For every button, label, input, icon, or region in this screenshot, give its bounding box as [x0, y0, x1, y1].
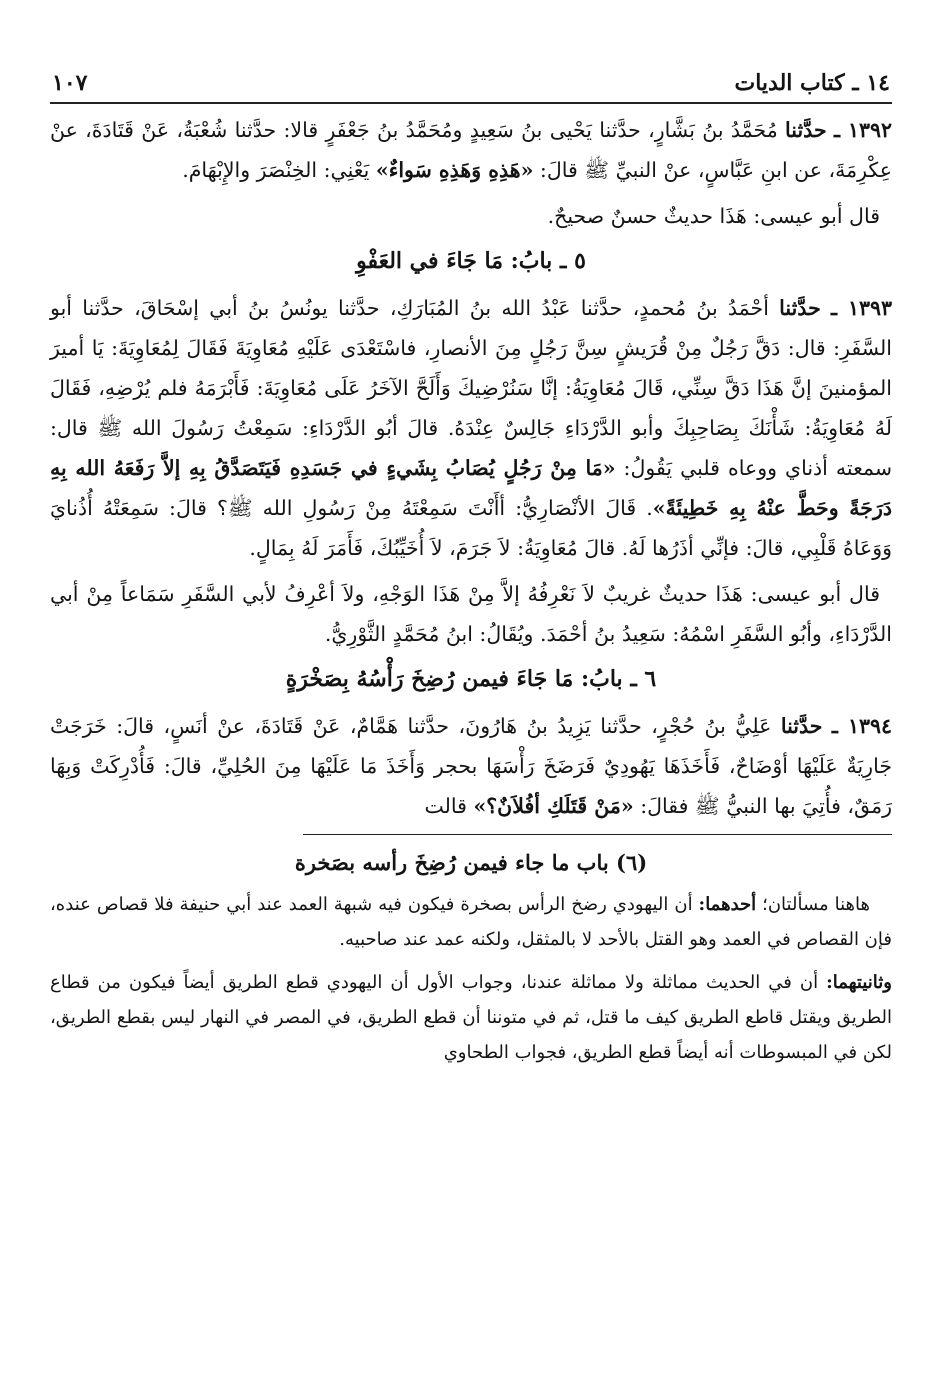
hadith-text: أحْمَدُ بنُ مُحمدٍ، حدَّثنا عَبْدُ الله بنُ المُبَارَكِ، حدَّثنا يونُسُ بنُ أبي إسْحَاقَ، حدَّثنا أبو السَّفَرِ: قال: دَقَّ رَجُلٌ مِنْ قُرَيشٍ سِنَّ رَجُلٍ مِنَ الأنصارِ، فاسْتَعْدَى عَلَيْهِ مُعَاوِيَةَ فَقَالَ لِمُعَاوِيَةَ: يَا أميرَ المؤمنينَ إنَّ هَذَا دَقَّ سِنِّي، قَالَ مُعَاوِيَةُ: إنَّا سَنُرْضِيكَ وَأَلَحَّ الآخَرُ عَلَى مُعَاوِيَةَ: فَأَبْرَمَهُ فلم يُرْضِهِ، فَقَالَ لَهُ مُعَاوِيَةُ: شَأْنَكَ بِصَاحِبِكَ وأبو الدَّرْدَاءِ جَالِسٌ عِنْدَهُ. قالَ أبُو الدَّرْدَاءِ: سَمِعْتُ رَسُولَ الله ﷺ قال: سمعته أذناي ووعاه قلبي يَقُولُ:	[50, 296, 893, 480]
commentary-title: (٦) باب ما جاء فيمن رُضِخَ رأسه بصَخرة	[294, 850, 648, 875]
commentary-paragraph-1	[50, 887, 892, 957]
hadith-number: ١٣٩٤ ـ	[831, 714, 892, 738]
commentary-paragraph-2	[50, 965, 892, 1070]
page-number: ١٠٧	[52, 70, 88, 96]
footnote-divider	[303, 834, 892, 835]
abu-isa-comment: قال أبو عيسى: هَذَا حديثٌ غريبٌ لاَ نَعْرِفُهُ إلاَّ مِنْ هَذَا الوَجْهِ، ولاَ أعْرِفُ لأبي السَّفَرِ سَمَاعاً مِنْ أبي الدَّرْدَاءِ، وأبُو السَّفَرِ اسْمُهُ: سَعِيدُ بنُ أحْمَدَ. ويُقَالُ: ابنُ مُحَمَّدٍ الثَّوْرِيُّ.	[50, 582, 892, 646]
running-chapter-title: ١٤ ـ كتاب الديات	[734, 70, 890, 96]
haddathana-label: حدَّثنا	[785, 118, 827, 142]
chapter-heading-5: ٥ ـ بابُ: مَا جَاءَ في العَفْوِ	[356, 248, 586, 274]
hadith-chain: مُحَمَّدُ بنُ بَشَّارٍ، حدَّثنا يَحْيى بنُ سَعِيدٍ ومُحَمَّدُ بنُ جَعْفَرٍ قالا: حدَّثنا شُعْبَةُ، عَنْ قَتَادَةَ، عنْ عِكْرِمَةَ، عن ابنِ عَبَّاسٍ، عنْ النبيِّ ﷺ قالَ:	[50, 118, 892, 182]
hadith-1393	[50, 288, 892, 568]
commentary-intro: هاهنا مسألتان؛	[756, 894, 870, 915]
commentary-lead-second: وثانيتهما:	[826, 972, 892, 993]
commentary-text: أن في الحديث مماثلة ولا مماثلة عندنا، وجواب الأول أن اليهودي قطع الطريق أيضاً فيكون من قطاع الطريق ويقتل قاطع الطريق كيف ما قتل، ثم في متوننا أن قطع الطريق، في المصر في النهار ليس بقطع الطريق، لكن في المبسوطات أنه أيضاً قطع الطريق، فجواب الطحاوي	[50, 972, 892, 1063]
page-header	[50, 70, 892, 104]
hadith-1392	[50, 110, 892, 190]
commentary-lead-first: أحدهما:	[698, 894, 757, 915]
abu-isa-comment: قال أبو عيسى: هَذَا حديثٌ حسنٌ صحيحٌ.	[547, 204, 880, 228]
prophet-saying: «مَنْ قَتَلَكِ أفُلاَنٌ؟»	[473, 794, 634, 818]
hadith-text-continued: قالت	[424, 794, 474, 818]
haddathana-label: حدَّثنا	[779, 296, 821, 320]
commentary-text: أن اليهودي رضخ الرأس بصخرة فيكون فيه شبهة العمد عند أبي حنيفة فلا قصاص عنده، فإن القصاص في العمد وهو القتل بالأحد لا بالمثقل، ولكنه عمد عند صاحبيه.	[50, 894, 892, 950]
hadith-rest: يَعْنِي: الخِنْصَرَ والإِبْهَامَ.	[182, 158, 376, 182]
hadith-1394	[50, 706, 892, 826]
prophet-saying: «هَذِهِ وَهَذِهِ سَواءٌ»	[375, 158, 534, 182]
hadith-text: عَلِيُّ بنُ حُجْرٍ، حدَّثنا يَزِيدُ بنُ هَارُونَ، حدَّثنا هَمَّامٌ، عَنْ قَتَادَةَ، عنْ أنَسٍ، قالَ: خَرَجَتْ جَارِيَةٌ عَلَيْهَا أوْضَاحٌ، فَأَخَذَهَا يَهُودِيٌ فَرَضَخَ رَأْسَهَا بحجر وَأَخَذَ مَا عَلَيْهَا مِنَ الحُلِيِّ، قالَ: فَأُدْرِكَتْ وَبِهَا رَمَقٌ، فأُتِيَ بها النبيُّ ﷺ فقالَ:	[50, 714, 892, 818]
book-page	[50, 70, 892, 1078]
hadith-text-continued: . قَالَ الأنْصَارِيُّ: أأَنْتَ سَمِعْتَهُ مِنْ رَسُولِ الله ﷺ؟ قالَ: سَمِعَتْهُ أُذُنايَ وَوَعَاهُ قَلْبِي، قالَ: فإنِّي أذَرُها لَهُ. قالَ مُعَاوِيَةُ: لاَ جَرَمَ، لاَ أُخَيِّبُكَ، فَأَمَرَ لَهُ بِمَالٍ.	[50, 496, 892, 560]
hadith-number: ١٣٩٢ ـ	[833, 118, 892, 142]
chapter-heading-6: ٦ ـ بابُ: مَا جَاءَ فيمن رُضِخَ رَأْسُهُ بِصَخْرَةٍ	[285, 666, 657, 692]
haddathana-label: حدَّثنا	[780, 714, 823, 738]
hadith-number: ١٣٩٣ ـ	[831, 296, 892, 320]
prophet-saying: «مَا مِنْ رَجُلٍ يُصَابُ بِشَيءٍ في جَسَدِهِ فَيَتَصَدَّقُ بِهِ إلاَّ رَفَعَهُ الله بِهِ دَرَجَةً وحَطَّ عنْهُ بِهِ خَطِيئَةً»	[50, 456, 892, 520]
